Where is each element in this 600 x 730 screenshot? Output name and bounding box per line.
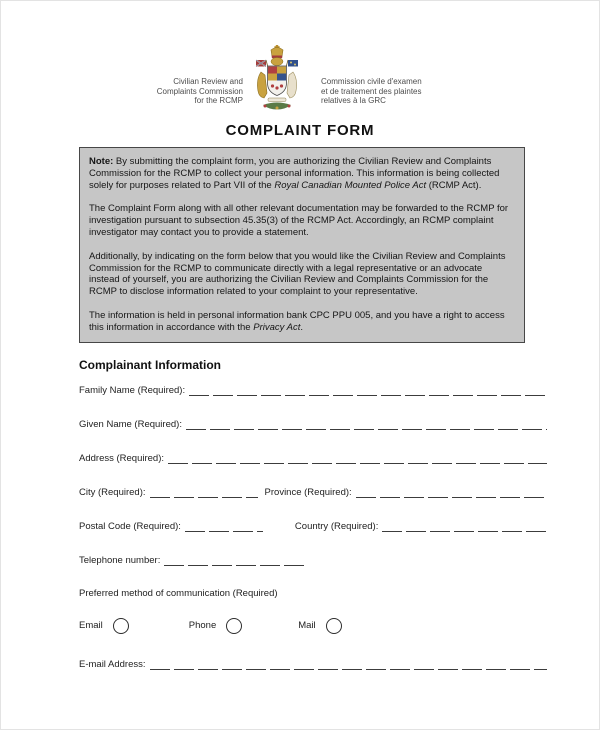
org-name-french-line: et de traitement des plaintes xyxy=(321,86,422,96)
header xyxy=(1,45,599,113)
address-input-line[interactable] xyxy=(168,452,547,464)
org-name-french xyxy=(321,45,469,106)
family-name-input-line[interactable] xyxy=(189,384,547,396)
note-paragraph-4: The information is held in personal information bank CPC PPU 005, and you have a right to access this information in accordance with the Privacy Act. xyxy=(89,309,505,333)
act-name-italic: Royal Canadian Mounted Police Act xyxy=(274,179,427,191)
org-name-english-line: Civilian Review and xyxy=(173,77,243,86)
address-label: Address (Required): xyxy=(79,452,165,464)
province-input-line[interactable] xyxy=(356,486,547,498)
field-row-email-address xyxy=(79,658,547,670)
phone-radio-button[interactable] xyxy=(226,618,242,634)
country-input-line[interactable] xyxy=(382,520,547,532)
city-input-line[interactable] xyxy=(150,486,258,498)
province-label: Province (Required): xyxy=(264,486,352,498)
field-row-city-province xyxy=(79,486,547,498)
given-name-input-line[interactable] xyxy=(186,418,547,430)
mail-option-group xyxy=(298,618,341,634)
preferred-method-options xyxy=(79,617,547,635)
org-name-english xyxy=(131,45,243,106)
mail-option-label: Mail xyxy=(298,620,316,632)
org-name-french-line: relatives à la GRC xyxy=(321,96,386,105)
canada-coat-of-arms-icon xyxy=(255,45,299,113)
family-name-label: Family Name (Required): xyxy=(79,384,186,396)
field-row-telephone xyxy=(79,554,547,566)
telephone-input-line[interactable] xyxy=(164,554,306,566)
city-label: City (Required): xyxy=(79,486,146,498)
field-row-given-name xyxy=(79,418,547,430)
telephone-label: Telephone number: xyxy=(79,554,161,566)
note-box xyxy=(79,147,525,343)
note-paragraph-3: Additionally, by indicating on the form below that you would like the Civilian Review and Complaints Commission for the RCMP to communicate directly with a legal representative or an advocate instead of yourself, you are authorizing the Civilian Review and Complaints Commission for the RCMP to disclose information related to your complaint to your representative. xyxy=(89,250,506,298)
given-name-label: Given Name (Required): xyxy=(79,418,182,430)
field-row-address xyxy=(79,452,547,464)
note-paragraph-2: The Complaint Form along with all other relevant documentation may be forwarded to the RCMP for investigation pursuant to subsection 45.35(3) of the RCMP Act. Accordingly, an RCMP complaint investigator may contact you to provide a statement. xyxy=(89,203,509,238)
country-label: Country (Required): xyxy=(294,520,379,532)
email-address-label: E-mail Address: xyxy=(79,658,146,670)
email-option-group xyxy=(79,618,129,634)
email-address-input-line[interactable] xyxy=(150,658,547,670)
org-name-english-line: Complaints Commission xyxy=(156,86,243,96)
org-name-french-line: Commission civile d'examen xyxy=(321,77,422,86)
org-name-english-line: for the RCMP xyxy=(194,96,243,105)
field-row-postal-country xyxy=(79,520,547,532)
section-title-complainant-information: Complainant Information xyxy=(79,357,221,372)
email-radio-button[interactable] xyxy=(113,618,129,634)
postal-code-input-line[interactable] xyxy=(185,520,263,532)
mail-radio-button[interactable] xyxy=(326,618,342,634)
phone-option-label: Phone xyxy=(188,620,217,632)
preferred-method-label: Preferred method of communication (Required) xyxy=(79,587,278,599)
postal-code-label: Postal Code (Required): xyxy=(79,520,181,532)
privacy-act-italic: Privacy Act xyxy=(253,321,301,333)
note-bold-lead: Note: xyxy=(89,156,114,167)
note-paragraph-1: Note: By submitting the complaint form, you are authorizing the Civilian Review and Complaints Commission for the RCMP to collect your personal information. This information is being collected solely for purposes related to Part VII of the Royal Canadian Mounted Police Act (RCMP Act). xyxy=(89,156,500,191)
page-title: COMPLAINT FORM xyxy=(225,122,375,139)
field-row-family-name xyxy=(79,384,547,396)
email-option-label: Email xyxy=(79,620,103,632)
phone-option-group xyxy=(189,618,242,634)
